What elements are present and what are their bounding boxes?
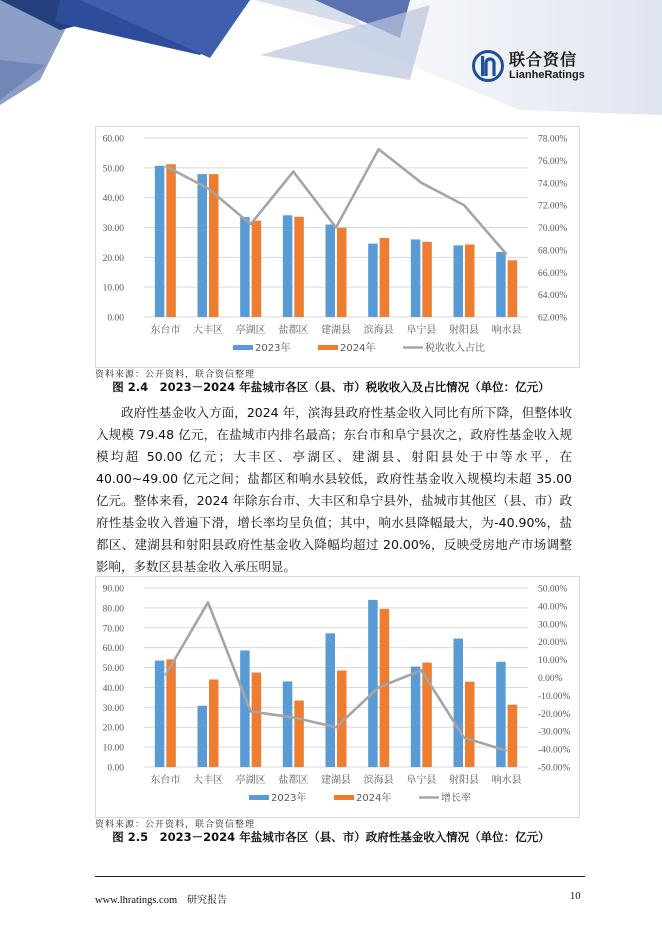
- legend-swatch: [249, 795, 269, 800]
- category-label: 东台市: [150, 775, 181, 786]
- bar-2024: [508, 260, 517, 317]
- company-logo: [472, 50, 585, 82]
- right-axis-tick: 66.00%: [538, 268, 568, 279]
- category-label: 响水县: [491, 775, 522, 786]
- right-axis-tick: 64.00%: [538, 291, 568, 302]
- bar-2023: [155, 661, 165, 767]
- right-axis-tick: 78.00%: [538, 134, 568, 145]
- figure2-source: 资料来源：公开资料，联合资信整理: [95, 820, 256, 830]
- left-axis-tick: 60.00: [102, 134, 124, 145]
- category-label: 响水县: [491, 325, 522, 336]
- bar-2023: [368, 600, 378, 767]
- logo-english-name: LianheRatings: [509, 68, 585, 81]
- bar-2023: [454, 639, 464, 767]
- bar-2023: [326, 633, 336, 767]
- chart-gov-fund-revenue: [95, 576, 580, 818]
- right-axis-tick: 76.00%: [538, 156, 568, 167]
- category-label: 盐都区: [278, 325, 309, 336]
- bar-2023: [198, 706, 208, 767]
- right-axis-tick: 74.00%: [538, 179, 568, 190]
- category-label: 阜宁县: [406, 775, 437, 786]
- bar-2024: [380, 609, 390, 767]
- bar-2024: [294, 701, 304, 767]
- left-axis-tick: 20.00: [102, 253, 124, 264]
- left-axis-tick: 30.00: [102, 224, 124, 234]
- figure1-caption: 图 2.4 2023－2024 年盐城市各区（县、市）税收收入及占比情况（单位：亿元）: [112, 380, 550, 394]
- category-label: 大丰区: [193, 325, 223, 336]
- right-axis-tick: 10.00%: [538, 656, 568, 667]
- right-axis-tick: 50.00%: [538, 584, 568, 595]
- figure1-source: 资料来源：公开资料，联合资信整理: [95, 370, 256, 380]
- left-axis-tick: 10.00: [102, 283, 124, 294]
- page-header-banner: [0, 0, 662, 120]
- footer-divider: [95, 876, 585, 877]
- bar-2024: [465, 682, 475, 767]
- left-axis-tick: 40.00: [102, 683, 124, 694]
- chart-tax-revenue: [95, 126, 580, 368]
- bar-2024: [209, 679, 219, 767]
- left-axis-tick: 70.00: [102, 624, 124, 635]
- category-label: 大丰区: [193, 775, 223, 786]
- chart1-svg: [96, 127, 579, 367]
- right-axis-tick: 68.00%: [538, 246, 568, 257]
- bar-2023: [368, 244, 378, 317]
- bar-2024: [337, 228, 347, 317]
- category-label: 滨海县: [363, 325, 394, 336]
- left-axis-tick: 60.00: [102, 644, 124, 655]
- logo-chinese-name: 联合资信: [509, 49, 578, 69]
- category-label: 盐都区: [278, 775, 309, 786]
- legend-swatch: [233, 345, 253, 350]
- left-axis-tick: 30.00: [102, 703, 124, 714]
- category-label: 亭湖区: [235, 775, 266, 786]
- right-axis-tick: -50.00%: [538, 763, 571, 774]
- bar-2024: [166, 659, 176, 767]
- legend-label: 增长率: [441, 793, 471, 804]
- category-label: 射阳县: [449, 775, 479, 786]
- right-axis-tick: -20.00%: [538, 709, 571, 720]
- category-label: 阜宁县: [406, 325, 437, 336]
- legend-label: 2024年: [356, 793, 392, 804]
- category-label: 亭湖区: [235, 325, 266, 336]
- bar-2023: [283, 681, 293, 767]
- legend-label: 税收收入占比: [425, 343, 485, 354]
- category-label: 建湖县: [321, 775, 351, 786]
- footer-doc-type: 研究报告: [187, 895, 228, 906]
- left-axis-tick: 50.00: [102, 164, 124, 175]
- category-label: 滨海县: [363, 775, 394, 786]
- right-axis-tick: 20.00%: [538, 638, 568, 649]
- bar-2023: [411, 667, 421, 767]
- right-axis-tick: 0.00%: [538, 674, 563, 684]
- left-axis-tick: 50.00: [102, 664, 124, 675]
- bar-2023: [326, 225, 336, 317]
- category-label: 建湖县: [321, 325, 351, 336]
- right-axis-tick: 40.00%: [538, 602, 568, 613]
- page-number: 10: [570, 891, 581, 902]
- category-label: 东台市: [150, 325, 181, 336]
- right-axis-tick: 62.00%: [538, 313, 568, 324]
- bar-2024: [508, 705, 517, 767]
- bar-2023: [155, 166, 165, 317]
- chart2-svg: [96, 577, 579, 817]
- left-axis-tick: 40.00: [102, 194, 124, 205]
- bar-2023: [283, 215, 293, 317]
- bar-2024: [422, 242, 432, 317]
- bar-2024: [380, 238, 390, 317]
- right-axis-tick: -40.00%: [538, 745, 571, 756]
- bar-2024: [294, 217, 304, 317]
- left-axis-tick: 0.00: [107, 313, 124, 324]
- right-axis-tick: -10.00%: [538, 691, 571, 702]
- left-axis-tick: 80.00: [102, 604, 124, 615]
- footer-website-link[interactable]: www.lhratings.com: [95, 895, 178, 906]
- legend-label: 2024年: [340, 343, 376, 354]
- bar-2024: [252, 221, 262, 317]
- lianhe-logo-icon: [472, 50, 504, 82]
- footer-left: [95, 891, 227, 906]
- bar-2023: [240, 217, 250, 317]
- right-axis-tick: -30.00%: [538, 727, 571, 738]
- bar-2024: [465, 245, 475, 317]
- category-label: 射阳县: [449, 325, 479, 336]
- left-axis-tick: 0.00: [107, 763, 124, 774]
- right-axis-tick: 70.00%: [538, 224, 568, 234]
- left-axis-tick: 20.00: [102, 723, 124, 734]
- bar-2023: [411, 239, 421, 317]
- bar-2023: [198, 174, 208, 317]
- bar-2023: [454, 245, 464, 317]
- legend-label: 2023年: [271, 793, 307, 804]
- legend-swatch: [334, 795, 354, 800]
- left-axis-tick: 10.00: [102, 743, 124, 754]
- right-axis-tick: 30.00%: [538, 620, 568, 631]
- body-paragraph: 政府性基金收入方面，2024 年，滨海县政府性基金收入同比有所下降，但整体收入规模 79.48 亿元，在盐城市内排名最高；东台市和阜宁县次之，政府性基金收入规模均超 50.00 亿元；大丰区、亭湖区、建湖县、射阳县处于中等水平，在 40.00~49.00 亿元之间；盐都区和响水县较低，政府性基金收入规模均未超 35.00 亿元。整体来看，2024 年除东台市、大丰区和阜宁县外，盐城市其他区（县、市）政府性基金收入普遍下滑，增长率均呈负值；其中，响水县降幅最大，为-40.90%，盐都区、建湖县和射阳县政府性基金收入降幅均超过 20.00%，反映受房地产市场调整影响，多数区县基金收入承压明显。: [96, 405, 572, 574]
- bar-2024: [166, 164, 176, 317]
- left-axis-tick: 90.00: [102, 584, 124, 595]
- bar-2023: [496, 252, 506, 317]
- figure2-caption: 图 2.5 2023－2024 年盐城市各区（县、市）政府性基金收入情况（单位：亿元）: [112, 830, 550, 844]
- bar-2024: [252, 673, 262, 767]
- legend-label: 2023年: [255, 343, 291, 354]
- right-axis-tick: 72.00%: [538, 201, 568, 212]
- legend-swatch: [318, 345, 338, 350]
